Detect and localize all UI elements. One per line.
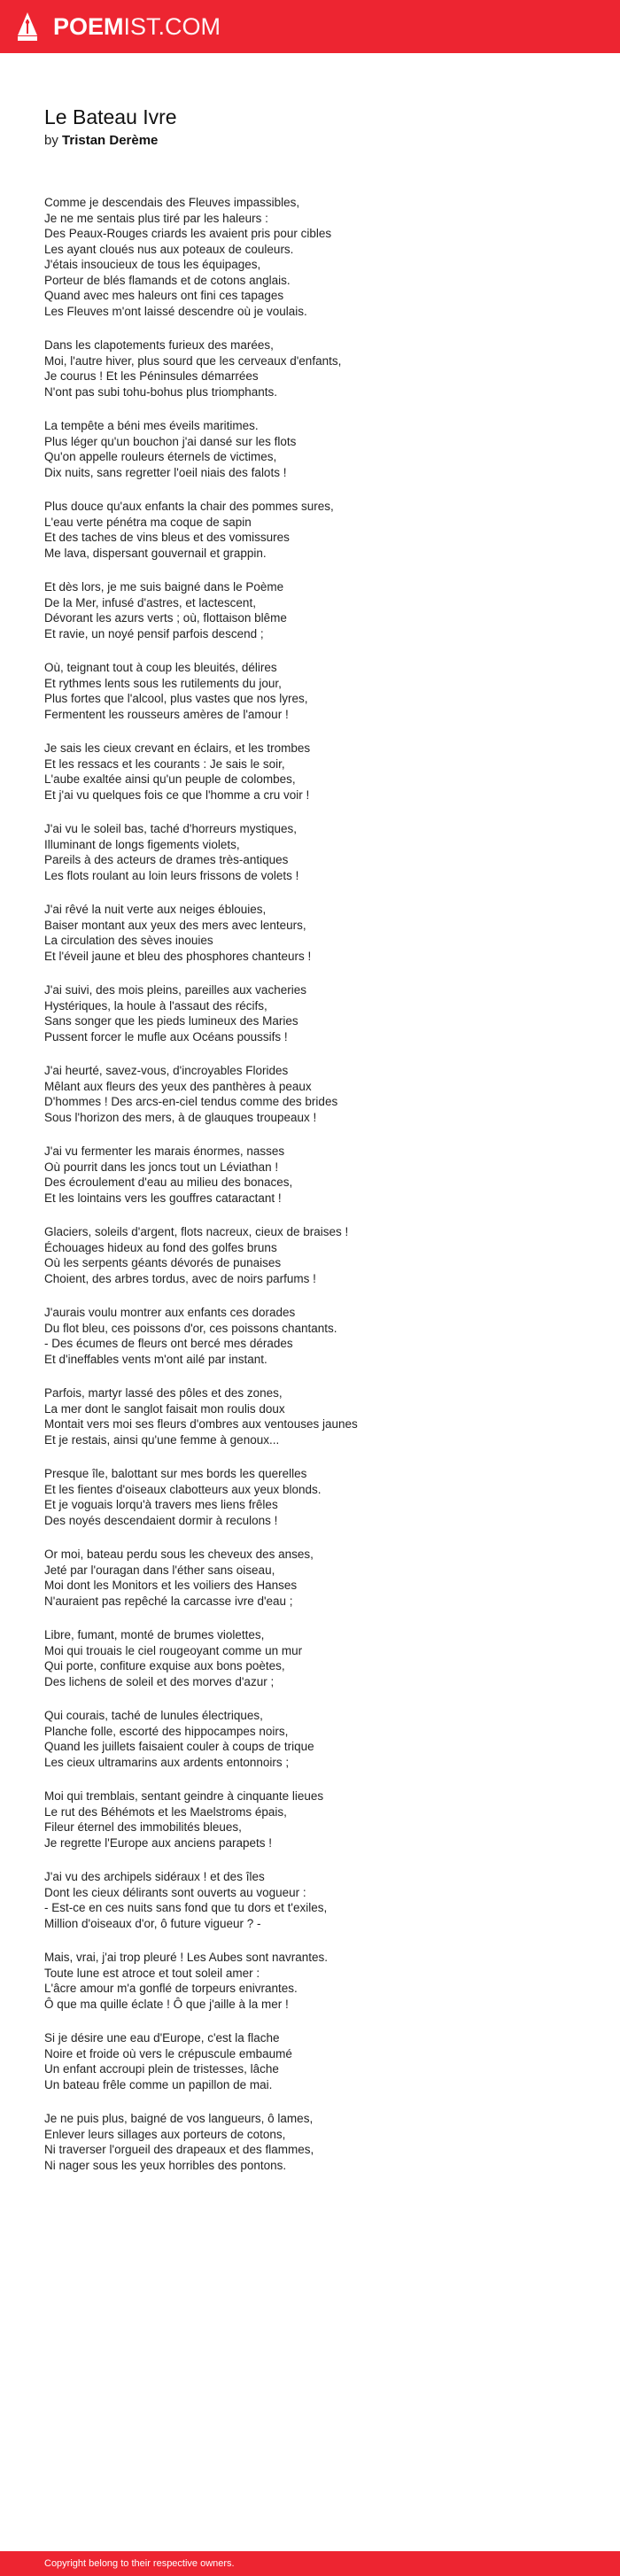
poem-line: J'ai vu des archipels sidéraux ! et des îles — [44, 1870, 265, 1883]
stanza — [44, 1708, 593, 1770]
poem-line: L'eau verte pénétra ma coque de sapin — [44, 515, 252, 529]
stanza — [44, 1305, 593, 1367]
poem-line: Mais, vrai, j'ai trop pleuré ! Les Aubes sont navrantes. — [44, 1951, 328, 1964]
poem-line: Ni nager sous les yeux horribles des pontons. — [44, 2158, 287, 2172]
poem-line: Je regrette l'Europe aux anciens parapets ! — [44, 1835, 272, 1850]
stanza — [44, 579, 593, 641]
poem-body — [44, 195, 593, 2192]
poem-line: Million d'oiseaux d'or, ô future vigueur ? - — [44, 1916, 261, 1930]
stanza — [44, 1144, 593, 1206]
stanza — [44, 1063, 593, 1125]
stanza — [44, 1224, 593, 1286]
poem-line: - Est-ce en ces nuits sans fond que tu dors et t'exiles, — [44, 1901, 328, 1914]
poem-line: Comme je descendais des Fleuves impassibles, — [44, 196, 300, 209]
stanza — [44, 195, 593, 319]
poem-line: J'ai vu le soleil bas, taché d'horreurs mystiques, — [44, 822, 298, 835]
author-link[interactable]: Tristan Derème — [62, 133, 159, 148]
copyright-text: Copyright belong to their respective owners. — [44, 2558, 235, 2569]
stanza — [44, 418, 593, 480]
poem-line: Le rut des Béhémots et les Maelstroms épais, — [44, 1804, 287, 1819]
poem-line: Qu'on appelle rouleurs éternels de victimes, — [44, 450, 277, 463]
poem-line: Et rythmes lents sous les rutilements du jour, — [44, 676, 282, 690]
poem-line: Les Fleuves m'ont laissé descendre où je voulais. — [44, 304, 307, 318]
stanza — [44, 499, 593, 561]
poem-line: Et les lointains vers les gouffres cataractant ! — [44, 1191, 282, 1205]
stanza — [44, 1627, 593, 1689]
stanza — [44, 982, 593, 1044]
poem-line: Mêlant aux fleurs des yeux des panthères à peaux — [44, 1079, 312, 1093]
poem-line: Pareils à des acteurs de drames très-antiques — [44, 853, 289, 866]
poem-line: Baiser montant aux yeux des mers avec lenteurs, — [44, 918, 306, 932]
stanza — [44, 2111, 593, 2173]
poem-line: Enlever leurs sillages aux porteurs de cotons, — [44, 2127, 286, 2141]
poem-line: Si je désire une eau d'Europe, c'est la flache — [44, 2031, 280, 2045]
poem-line: Je ne puis plus, baigné de vos langueurs, ô lames, — [44, 2112, 314, 2125]
poem-line: Porteur de blés flamands et de cotons anglais. — [44, 273, 291, 287]
poem-line: Un enfant accroupi plein de tristesses, lâche — [44, 2062, 279, 2076]
poem-line: Moi qui tremblais, sentant geindre à cinquante lieues — [44, 1789, 324, 1803]
poem-line: Fermentent les rousseurs amères de l'amour ! — [44, 707, 289, 721]
poem-line: Or moi, bateau perdu sous les cheveux des anses, — [44, 1548, 314, 1561]
poem-line: Illuminant de longs figements violets, — [44, 837, 240, 851]
poem-line: Plus léger qu'un bouchon j'ai dansé sur les flots — [44, 434, 297, 448]
poem-line: N'auraient pas repêché la carcasse ivre d'eau ; — [44, 1594, 293, 1608]
poem-line: Je ne me sentais plus tiré par les haleurs : — [44, 211, 268, 225]
poem-line: Ni traverser l'orgueil des drapeaux et des flammes, — [44, 2143, 314, 2156]
poem-line: La tempête a béni mes éveils maritimes. — [44, 419, 259, 432]
poem-line: Du flot bleu, ces poissons d'or, ces poissons chantants. — [44, 1321, 337, 1335]
poem-line: Et l'éveil jaune et bleu des phosphores chanteurs ! — [44, 949, 312, 963]
poem-line: J'aurais voulu montrer aux enfants ces dorades — [44, 1306, 296, 1319]
poem-line: Un bateau frêle comme un papillon de mai. — [44, 2077, 273, 2091]
poem-line: Moi qui trouais le ciel rougeoyant comme un mur — [44, 1643, 303, 1657]
poem-line: Échouages hideux au fond des golfes bruns — [44, 1240, 277, 1254]
site-header — [0, 0, 620, 53]
poem-line: N'ont pas subi tohu-bohus plus triomphants. — [44, 384, 277, 399]
poem-line: J'ai suivi, des mois pleins, pareilles aux vacheries — [44, 983, 306, 997]
poem-line: Jeté par l'ouragan dans l'éther sans oiseau, — [44, 1563, 275, 1577]
poem-line: D'hommes ! Des arcs-en-ciel tendus comme des brides — [44, 1095, 338, 1108]
poem-line: Plus douce qu'aux enfants la chair des pommes sures, — [44, 500, 334, 513]
poem-line: L'âcre amour m'a gonflé de torpeurs enivrantes. — [44, 1982, 298, 1995]
poem-line: Et les ressacs et les courants : Je sais le soir, — [44, 757, 285, 771]
stanza — [44, 1547, 593, 1609]
stanza — [44, 2030, 593, 2092]
poem-line: - Des écumes de fleurs ont bercé mes dérades — [44, 1337, 293, 1350]
poem-line: Dévorant les azurs verts ; où, flottaison blême — [44, 611, 287, 625]
stanza — [44, 338, 593, 400]
poem-line: Sans songer que les pieds lumineux des Maries — [44, 1014, 298, 1028]
poem-line: Et des taches de vins bleus et des vomissures — [44, 531, 290, 544]
stanza — [44, 660, 593, 722]
poem-line: Où les serpents géants dévorés de punaises — [44, 1256, 282, 1269]
poem-line: Où, teignant tout à coup les bleuités, délires — [44, 661, 277, 674]
poem-line: Me lava, dispersant gouvernail et grappin. — [44, 546, 267, 560]
poem-line: Dix nuits, sans regretter l'oeil niais des falots ! — [44, 465, 287, 479]
poem-line: Et ravie, un noyé pensif parfois descend ; — [44, 626, 264, 640]
poem-line: Où pourrit dans les joncs tout un Léviathan ! — [44, 1160, 279, 1174]
poem-line: Hystériques, la houle à l'assaut des récifs, — [44, 998, 267, 1013]
poem-line: Des écroulement d'eau au milieu des bonaces, — [44, 1175, 293, 1189]
poem-line: Et je restais, ainsi qu'une femme à genoux... — [44, 1432, 280, 1447]
poem-line: Des lichens de soleil et des morves d'azur ; — [44, 1674, 275, 1688]
poem-line: Parfois, martyr lassé des pôles et des zones, — [44, 1386, 283, 1400]
poem-line: Quand avec mes haleurs ont fini ces tapages — [44, 289, 284, 302]
poem-line: Moi dont les Monitors et les voiliers des Hanses — [44, 1579, 298, 1592]
logo-light-text: IST.COM — [123, 13, 221, 40]
poem-line: Choient, des arbres tordus, avec de noirs parfums ! — [44, 1271, 316, 1285]
poem-line: J'ai vu fermenter les marais énormes, nasses — [44, 1144, 285, 1158]
pen-nib-icon[interactable] — [16, 11, 39, 43]
stanza — [44, 902, 593, 964]
poem-line: Glaciers, soleils d'argent, flots nacreux, cieux de braises ! — [44, 1225, 349, 1238]
poem-line: Je sais les cieux crevant en éclairs, et les trombes — [44, 741, 311, 755]
poem-line: Sous l'horizon des mers, à de glauques troupeaux ! — [44, 1110, 317, 1124]
stanza — [44, 741, 593, 803]
poem-byline — [44, 132, 158, 150]
poem-line: La mer dont le sanglot faisait mon roulis doux — [44, 1401, 285, 1416]
poem-line: Pussent forcer le mufle aux Océans poussifs ! — [44, 1029, 288, 1044]
poem-line: L'aube exaltée ainsi qu'un peuple de colombes, — [44, 772, 296, 786]
poem-line: Des Peaux-Rouges criards les avaient pris pour cibles — [44, 227, 332, 240]
poem-line: Noire et froide où vers le crépuscule embaumé — [44, 2046, 292, 2060]
poem-title: Le Bateau Ivre — [44, 105, 177, 128]
poem-line: Qui porte, confiture exquise aux bons poètes, — [44, 1659, 285, 1672]
poem-line: Dont les cieux délirants sont ouverts au vogueur : — [44, 1885, 306, 1899]
poem-line: Les ayant cloués nus aux poteaux de couleurs. — [44, 242, 294, 256]
poem-line: J'étais insoucieux de tous les équipages, — [44, 258, 261, 271]
poem-line: Dans les clapotements furieux des marées, — [44, 338, 274, 352]
stanza — [44, 1950, 593, 2012]
by-label: by — [44, 133, 58, 148]
poem-line: De la Mer, infusé d'astres, et lactescent, — [44, 595, 256, 609]
poem-line: Des noyés descendaient dormir à reculons ! — [44, 1513, 278, 1527]
poem-line: Moi, l'autre hiver, plus sourd que les cerveaux d'enfants, — [44, 353, 342, 368]
stanza — [44, 1788, 593, 1851]
poem-line: Presque île, balottant sur mes bords les querelles — [44, 1467, 307, 1480]
poem-line: Toute lune est atroce et tout soleil amer : — [44, 1966, 260, 1980]
poem-line: Et j'ai vu quelques fois ce que l'homme a cru voir ! — [44, 788, 310, 802]
poem-line: Fileur éternel des immobilités bleues, — [44, 1820, 242, 1834]
stanza — [44, 1869, 593, 1931]
poem-line: Les cieux ultramarins aux ardents entonnoirs ; — [44, 1755, 290, 1769]
poem-line: Qui courais, taché de lunules électriques, — [44, 1709, 263, 1722]
poem-line: Je courus ! Et les Péninsules démarrées — [44, 369, 259, 383]
poem-line: J'ai heurté, savez-vous, d'incroyables Florides — [44, 1064, 289, 1077]
poem-line: Et les fientes d'oiseaux clabotteurs aux yeux blonds. — [44, 1482, 322, 1496]
stanza — [44, 1466, 593, 1528]
poem-line: Et dès lors, je me suis baigné dans le Poème — [44, 580, 284, 594]
stanza — [44, 1385, 593, 1447]
poem-line: Ô que ma quille éclate ! Ô que j'aille à la mer ! — [44, 1997, 289, 2011]
poem-line: Libre, fumant, monté de brumes violettes, — [44, 1628, 265, 1641]
poem-line: Quand les juillets faisaient couler à coups de trique — [44, 1740, 314, 1753]
site-footer — [0, 2551, 620, 2576]
poem-line: J'ai rêvé la nuit verte aux neiges éblouies, — [44, 903, 267, 916]
poem-line: Et je voguais lorqu'à travers mes liens frêles — [44, 1498, 278, 1511]
poem-line: Montait vers moi ses fleurs d'ombres aux ventouses jaunes — [44, 1417, 358, 1431]
poem-line: Planche folle, escorté des hippocampes noirs, — [44, 1724, 289, 1738]
stanza — [44, 821, 593, 883]
poem-line: Les flots roulant au loin leurs frissons de volets ! — [44, 868, 299, 882]
poem-line: La circulation des sèves inouies — [44, 934, 213, 947]
logo-bold-text: POEM — [53, 13, 124, 40]
poem-line: Plus fortes que l'alcool, plus vastes que nos lyres, — [44, 692, 308, 705]
poem-line: Et d'ineffables vents m'ont ailé par instant. — [44, 1352, 267, 1366]
site-logo[interactable] — [53, 12, 221, 41]
